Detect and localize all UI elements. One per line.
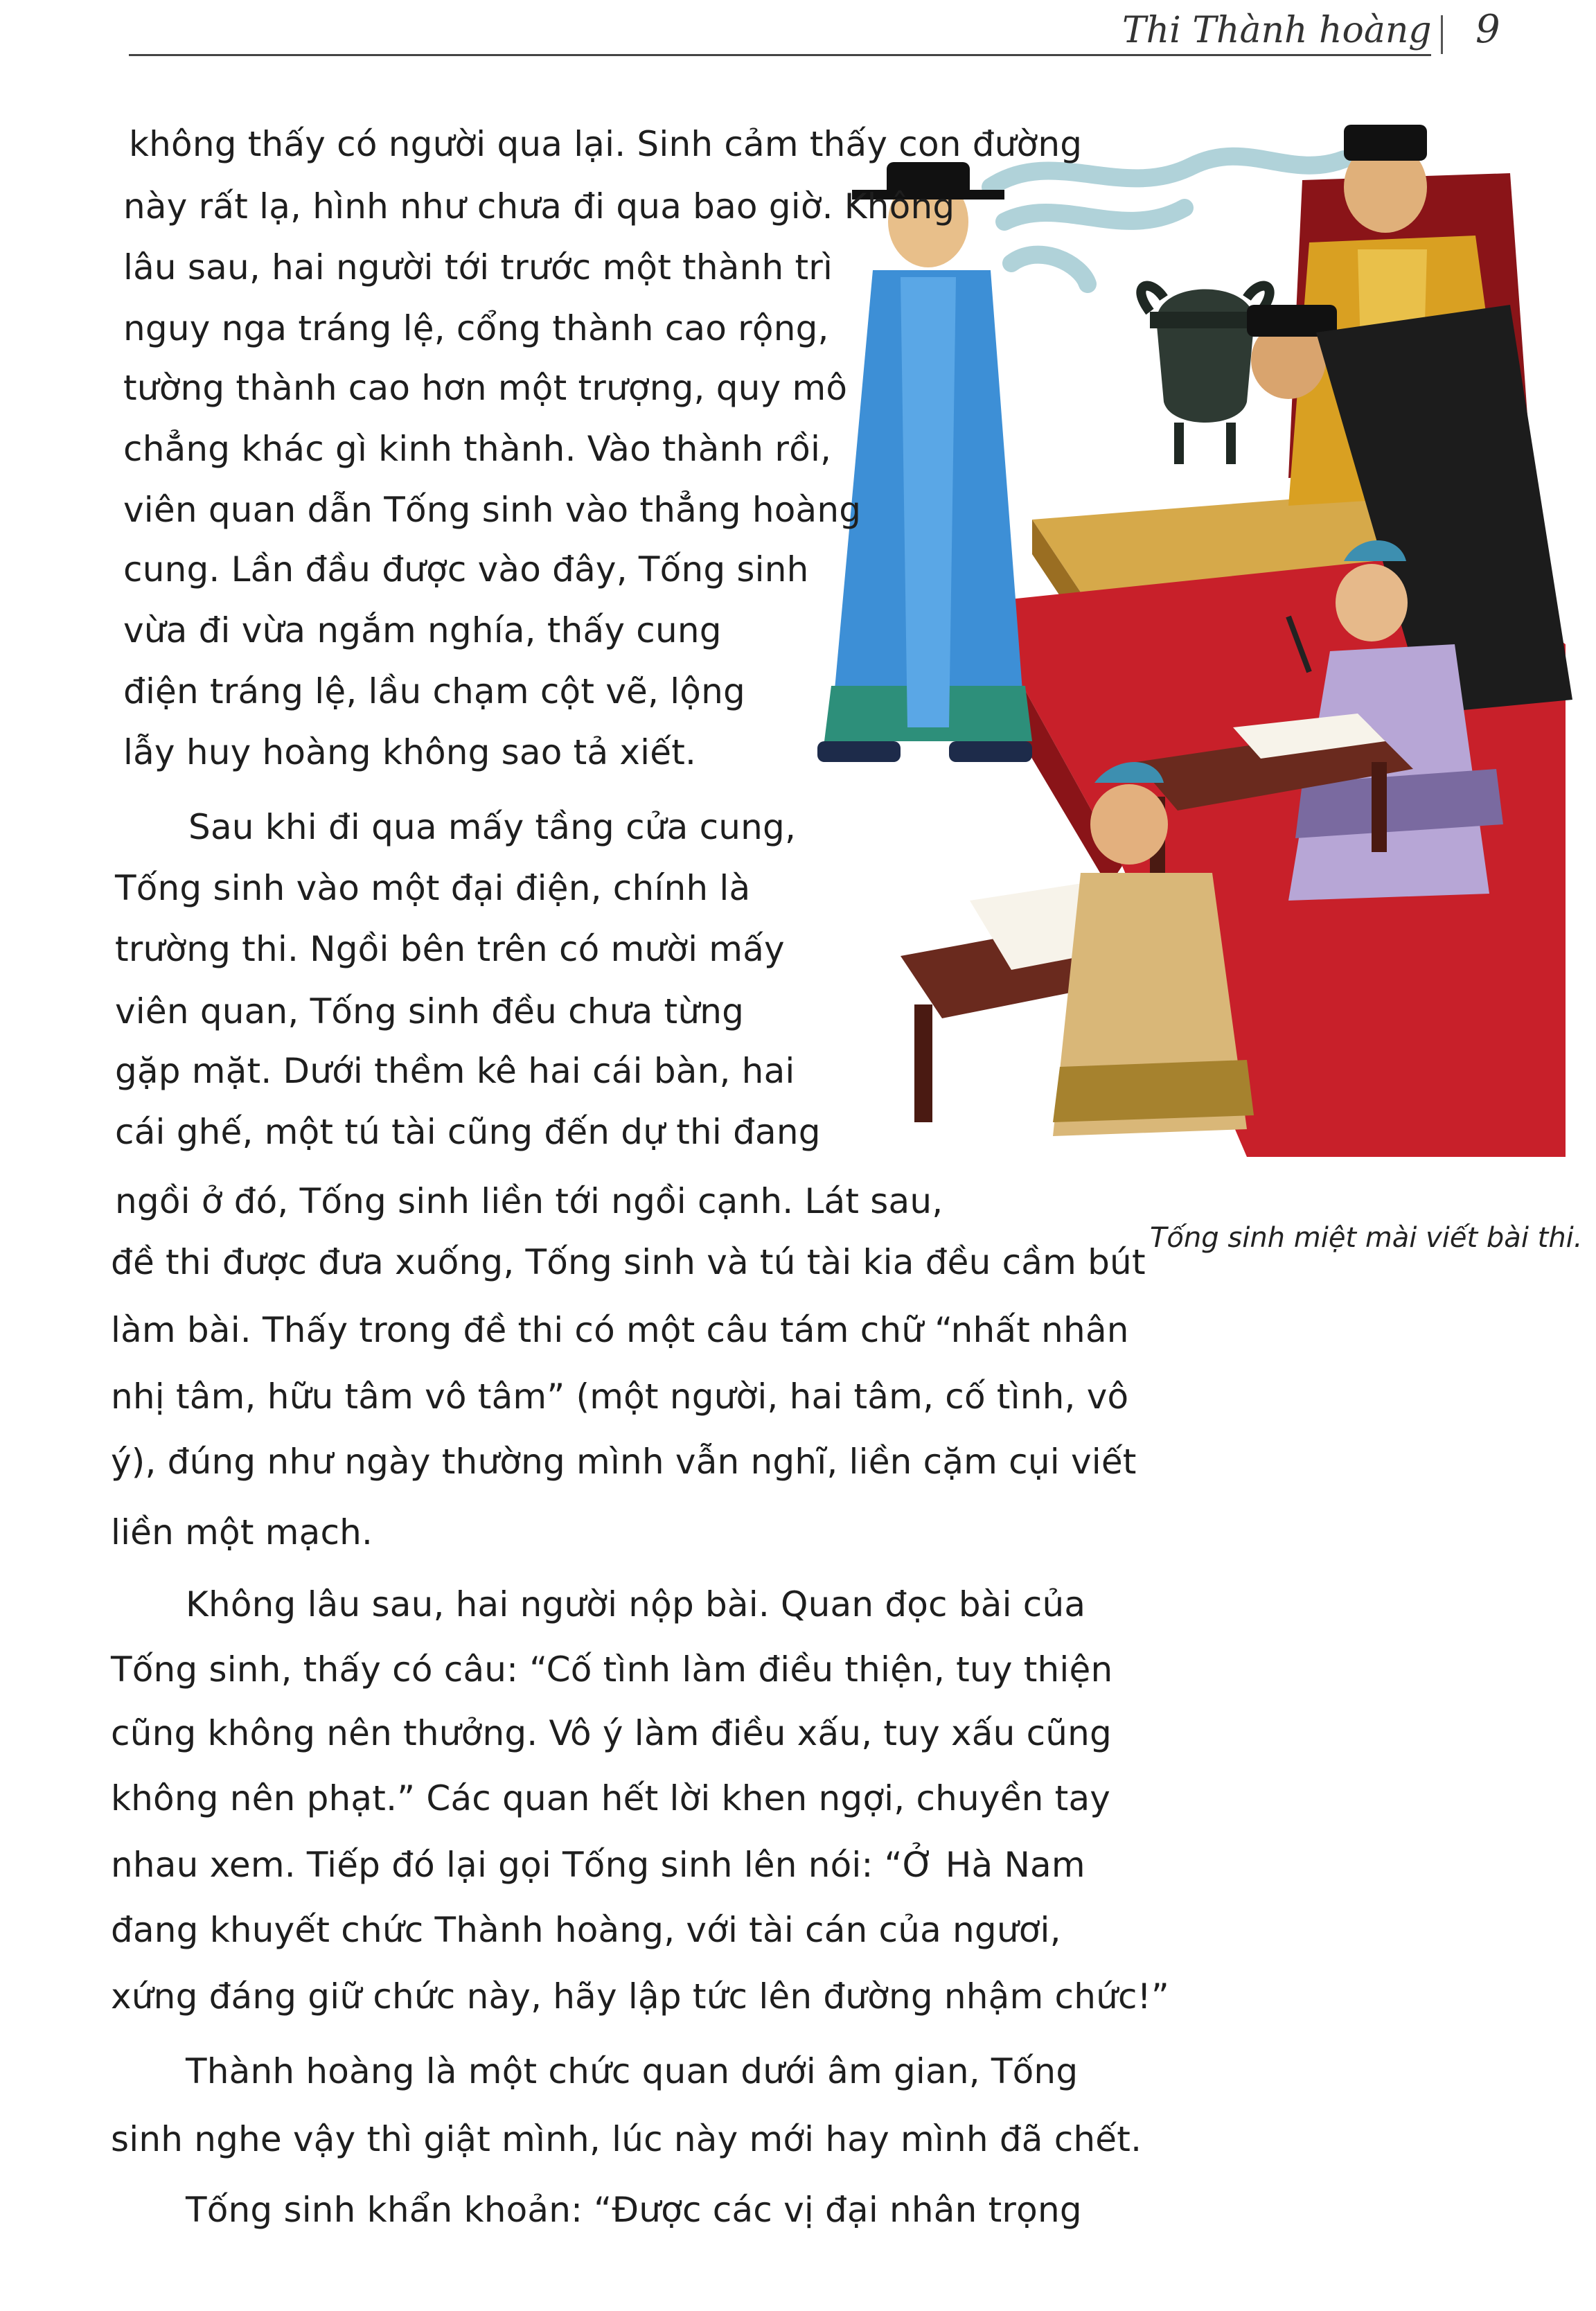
text-line: điện tráng lệ, lầu chạm cột vẽ, lộng — [123, 671, 745, 711]
running-title: Thi Thành hoàng — [1122, 10, 1432, 51]
text-line: vừa đi vừa ngắm nghía, thấy cung — [123, 610, 722, 650]
text-line: Tống sinh, thấy có câu: “Cố tình làm điều thiện, tuy thiện — [111, 1649, 1113, 1690]
text-line: này rất lạ, hình như chưa đi qua bao giờ. Không — [123, 186, 955, 227]
text-line: trường thi. Ngồi bên trên có mười mấy — [115, 929, 785, 969]
text-line: Tống sinh khẩn khoản: “Được các vị đại nhân trọng — [186, 2190, 1082, 2230]
text-line: đề thi được đưa xuống, Tống sinh và tú tài kia đều cầm bút — [111, 1242, 1146, 1282]
header-separator — [1441, 15, 1443, 54]
text-line: Thành hoàng là một chức quan dưới âm gian, Tống — [186, 2051, 1079, 2091]
incense-smoke — [991, 157, 1344, 284]
text-line: liền một mạch. — [111, 1512, 373, 1552]
text-line: không thấy có người qua lại. Sinh cảm thấy con đường — [129, 124, 1083, 164]
official-blue-robe — [817, 162, 1032, 762]
text-line: Tống sinh vào một đại điện, chính là — [115, 868, 751, 908]
text-line: không nên phạt.” Các quan hết lời khen ngợi, chuyền tay — [111, 1778, 1111, 1818]
text-line: đang khuyết chức Thành hoàng, với tài cán của ngươi, — [111, 1910, 1061, 1950]
text-line: chẳng khác gì kinh thành. Vào thành rồi, — [123, 429, 832, 469]
text-line: tường thành cao hơn một trượng, quy mô — [123, 368, 848, 408]
text-line: Không lâu sau, hai người nộp bài. Quan đọc bài của — [186, 1584, 1086, 1624]
text-line: viên quan, Tống sinh đều chưa từng — [115, 991, 745, 1031]
text-line: lẫy huy hoàng không sao tả xiết. — [123, 732, 697, 772]
text-line: nhau xem. Tiếp đó lại gọi Tống sinh lên nói: “Ở Hà Nam — [111, 1845, 1085, 1885]
figure-caption: Tống sinh miệt mài viết bài thi. — [1150, 1222, 1583, 1254]
text-line: nguy nga tráng lệ, cổng thành cao rộng, — [123, 308, 829, 348]
header-rule — [129, 54, 1431, 56]
text-line: làm bài. Thấy trong đề thi có một câu tám chữ “nhất nhân — [111, 1310, 1129, 1350]
exam-hall-illustration — [762, 104, 1579, 1157]
text-line: cũng không nên thưởng. Vô ý làm điều xấu, tuy xấu cũng — [111, 1713, 1112, 1753]
text-line: sinh nghe vậy thì giật mình, lúc này mới hay mình đã chết. — [111, 2119, 1142, 2159]
text-line: cái ghế, một tú tài cũng đến dự thi đang — [115, 1112, 821, 1152]
text-line: nhị tâm, hữu tâm vô tâm” (một người, hai tâm, cố tình, vô — [111, 1376, 1129, 1417]
text-line: gặp mặt. Dưới thềm kê hai cái bàn, hai — [115, 1051, 795, 1091]
text-line: cung. Lần đầu được vào đây, Tống sinh — [123, 549, 809, 590]
text-line: lâu sau, hai người tới trước một thành trì — [123, 247, 833, 287]
text-line: ý), đúng như ngày thường mình vẫn nghĩ, liền cặm cụi viết — [111, 1442, 1137, 1482]
text-line: viên quan dẫn Tống sinh vào thẳng hoàng — [123, 490, 862, 530]
text-line: ngồi ở đó, Tống sinh liền tới ngồi cạnh. Lát sau, — [115, 1181, 943, 1221]
page-number: 9 — [1475, 7, 1500, 52]
text-line: xứng đáng giữ chức này, hãy lập tức lên đường nhậm chức!” — [111, 1976, 1170, 2017]
text-line: Sau khi đi qua mấy tầng cửa cung, — [188, 807, 797, 847]
